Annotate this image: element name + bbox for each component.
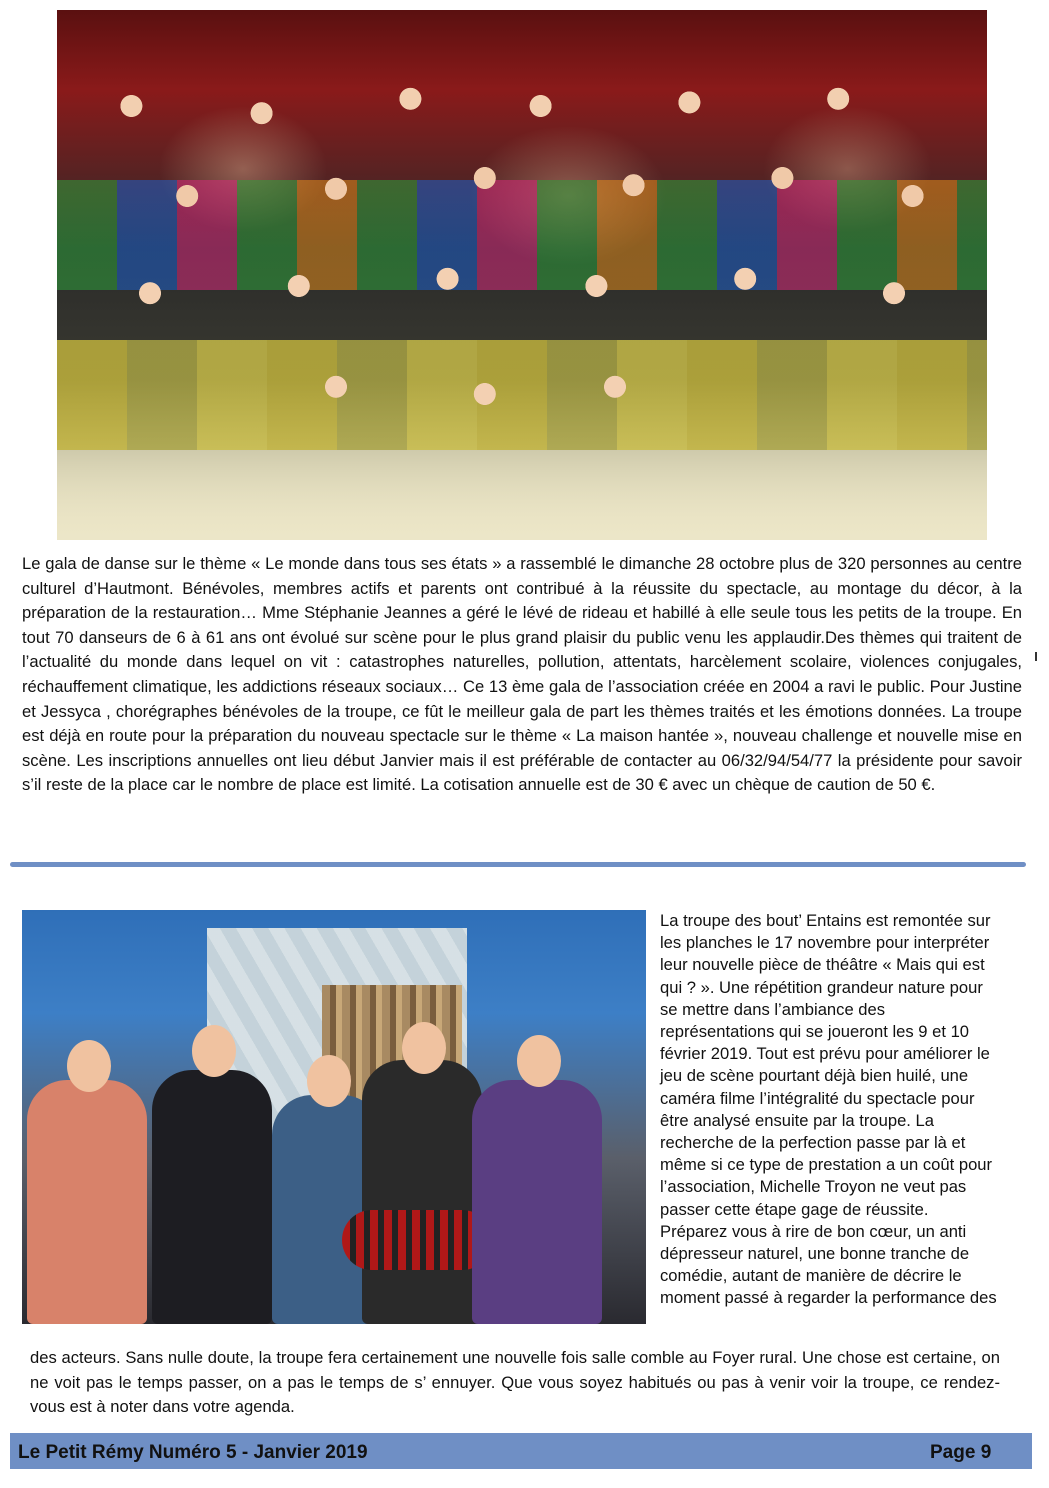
- actor-5: [472, 1080, 602, 1324]
- page-number: Page 9: [930, 1442, 992, 1463]
- actor-1-head: [67, 1040, 111, 1092]
- footer-title: Le Petit Rémy Numéro 5 - Janvier 2019: [18, 1442, 368, 1463]
- stage-floor: [57, 450, 987, 540]
- gala-article-text: Le gala de danse sur le thème « Le monde dans tous ses états » a rassemblé le dimanche 28 octobre plus de 320 personnes au centre culturel d’Hautmont. Bénévoles, membres actifs et parents ont contribué à la réussite du spectacle, au montage du décor, à la préparation de la restauration… Mme Stéphanie Jeannes a géré le lévé de rideau et habillé à elle seule tous les petits de la troupe. En tout 70 danseurs de 6 à 61 ans ont évolué sur scène pour le plus grand plaisir du public venu les applaudir.Des thèmes qui traitent de l’actualité du monde dans lequel on vit : catastrophes naturelles, pollution, attentats, harcèlement scolaire, violences conjugales, réchauffement climatique, les addictions réseaux sociaux… Ce 13 ème gala de l’association créée en 2004 a ravi le public. Pour Justine et Jessyca , chorégraphes bénévoles de la troupe, ce fût le meilleur gala de part les thèmes traités et les émotions données. La troupe est déjà en route pour la préparation du nouveau spectacle sur le thème « La maison hantée », nouveau challenge et nouvelle mise en scène. Les inscriptions annuelles ont lieu début Janvier mais il est préférable de contacter au 06/32/94/54/77 la présidente pour savoir s’il reste de la place car le nombre de place est limité. La cotisation annuelle est de 30 € avec un chèque de caution de 50 €.: [22, 554, 1022, 795]
- section-divider: [10, 862, 1026, 867]
- actor-2-head: [192, 1025, 236, 1077]
- dance-troupe-photo: [57, 10, 987, 540]
- theatre-troupe-photo: [22, 910, 646, 1324]
- dancer-faces: [57, 70, 987, 430]
- actor-5-head: [517, 1035, 561, 1087]
- actor-2: [152, 1070, 272, 1324]
- theatre-article-side-text: La troupe des bout’ Entains est remontée sur les planches le 17 novembre pour interpréter leur nouvelle pièce de théâtre « Mais qui est qui ? ». Une répétition grandeur nature pour se mettre dans l’ambiance des représentations qui se joueront les 9 et 10 février 2019. Tout est prévu pour améliorer le jeu de scène pourtant déjà bien huilé, une caméra filme l’intégralité du spectacle pour être analysé ensuite par la troupe. La recherche de la perfection passe par là et même si ce type de prestation a un coût pour l’association, Michelle Troyon ne veut pas passer cette étape gage de réussite. Préparez vous à rire de bon cœur, un anti dépresseur naturel, une bonne tranche de comédie, autant de manière de décrire le moment passé à regarder la performance des: [660, 911, 997, 1308]
- actor-3-head: [307, 1055, 351, 1107]
- actor-4: [362, 1060, 482, 1324]
- actor-1: [27, 1080, 147, 1324]
- tutu-costume: [342, 1210, 492, 1270]
- actor-4-head: [402, 1022, 446, 1074]
- theatre-article-bottom-text: des acteurs. Sans nulle doute, la troupe fera certainement une nouvelle fois salle comble au Foyer rural. Une chose est certaine, on ne voit pas le temps passer, on a pas le temps de s’ ennuyer. Que vous soyez habitués ou pas à venir voir la troupe, ce rendez-vous est à noter dans votre agenda.: [30, 1348, 1000, 1417]
- margin-mark: [1035, 652, 1037, 661]
